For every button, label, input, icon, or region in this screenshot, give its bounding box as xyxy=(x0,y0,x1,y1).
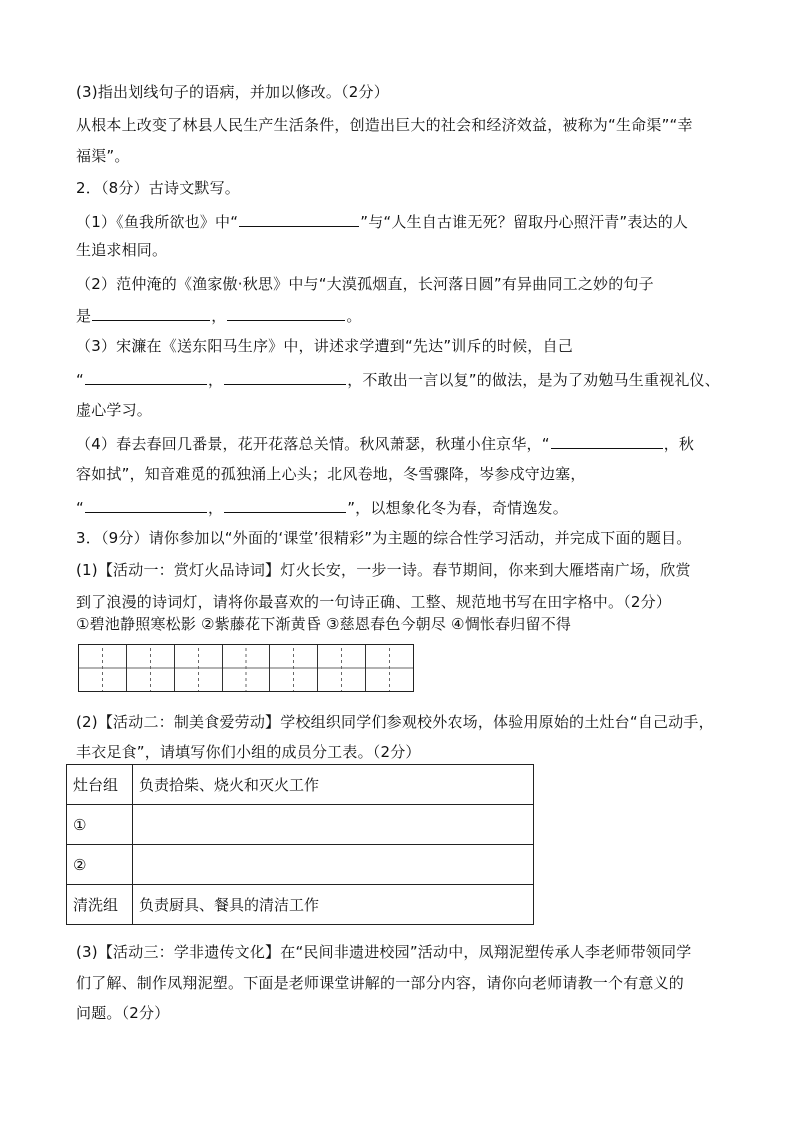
duty-cell: 负责厨具、餐具的清洁工作 xyxy=(133,885,534,925)
answer-blank[interactable] xyxy=(551,432,663,449)
question-3-heading: 3．（9分）请你参加以“外面的‘课堂’很精彩”为主题的综合性学习活动，并完成下面的题目。 xyxy=(76,529,692,547)
q2-item-2-blanks xyxy=(76,304,362,326)
question-1-3-prompt: (3)指出划线句子的语病，并加以修改。（2分） xyxy=(76,83,389,101)
q2-item-1-text-a: （1）《鱼我所欲也》中“ xyxy=(76,213,239,231)
answer-blank[interactable] xyxy=(224,496,346,513)
table-row xyxy=(67,845,534,885)
activity-3-text-end: 问题。（2分） xyxy=(76,1004,170,1022)
q2-item-4 xyxy=(76,432,694,454)
group-cell: 清洗组 xyxy=(67,885,133,925)
q2-item-4-text-b: ，秋 xyxy=(663,435,695,453)
grid-cell[interactable] xyxy=(127,645,175,691)
q2-item-4-text-a: （4）春去春回几番景，花开花落总关情。秋风萧瑟，秋瑾小住京华，“ xyxy=(76,435,550,453)
activity-2-text-cont: 丰衣足食”，请填写你们小组的成员分工表。（2分） xyxy=(76,743,421,761)
duty-cell[interactable] xyxy=(133,805,534,845)
table-row xyxy=(67,885,534,925)
q2-item-2: （2）范仲淹的《渔家傲·秋思》中与“大漠孤烟直，长河落日圆”有异曲同工之妙的句子 xyxy=(76,275,654,293)
grid-cell[interactable] xyxy=(366,645,413,691)
activity-2-text: (2)【活动二：制美食爱劳动】学校组织同学们参观校外农场，体验用原始的土灶台“自己动手， xyxy=(76,713,714,731)
group-cell: 灶台组 xyxy=(67,765,133,805)
grid-cell[interactable] xyxy=(223,645,271,691)
q2-item-3: （3）宋濂在《送东阳马生序》中，讲述求学遭到“先达”训斥的时候，自己 xyxy=(76,337,573,355)
underlined-sentence-end: 福渠”。 xyxy=(76,147,130,165)
q2-item-2-text-c: 。 xyxy=(346,307,362,325)
q2-item-1-text-b: ”与“人生自古谁无死？留取丹心照汗青”表达的人 xyxy=(360,213,689,231)
grid-cell[interactable] xyxy=(270,645,318,691)
q2-item-3-text-b: ， xyxy=(207,371,224,389)
activity-3-text-cont: 们了解、制作凤翔泥塑。下面是老师课堂讲解的一部分内容，请你向老师请教一个有意义的 xyxy=(76,974,685,992)
grid-cell[interactable] xyxy=(175,645,223,691)
answer-blank[interactable] xyxy=(85,368,207,385)
q2-item-3-text-a: “ xyxy=(76,371,84,389)
answer-blank[interactable] xyxy=(92,304,210,321)
underlined-sentence: 从根本上改变了林县人民生产生活条件，创造出巨大的社会和经济效益，被称为“生命渠”“幸 xyxy=(76,116,693,134)
q2-item-3-text-c: ，不敢出一言以复”的做法，是为了劝勉马生重视礼仪、 xyxy=(347,371,720,389)
q2-item-4-blanks xyxy=(76,496,568,518)
poem-options: ①碧池静照寒松影 ②紫藤花下渐黄昏 ③慈恩春色今朝尽 ④惆怅春归留不得 xyxy=(76,615,572,633)
q2-item-2-text-b: ， xyxy=(211,307,227,325)
table-row xyxy=(67,765,534,805)
q2-item-4-cont: 容如拭”，知音难觅的孤独涌上心头；北风卷地，冬雪骤降，岑参戍守边塞， xyxy=(76,465,586,483)
q2-item-4-text-d: ， xyxy=(207,499,224,517)
question-2-heading: 2．（8分）古诗文默写。 xyxy=(76,179,240,197)
answer-blank[interactable] xyxy=(239,210,359,227)
group-cell[interactable]: ① xyxy=(67,805,133,845)
q2-item-3-blanks xyxy=(76,368,720,390)
tianzige-writing-grid[interactable] xyxy=(78,644,414,692)
division-of-labor-table xyxy=(66,764,534,925)
q2-item-4-text-e: ”，以想象化冬为春，奇情逸发。 xyxy=(347,499,568,517)
activity-1-text-cont: 到了浪漫的诗词灯，请将你最喜欢的一句诗正确、工整、规范地书写在田字格中。（2分） xyxy=(76,593,672,611)
duty-cell[interactable] xyxy=(133,845,534,885)
answer-blank[interactable] xyxy=(227,304,345,321)
activity-1-text: (1)【活动一：赏灯火品诗词】灯火长安，一步一诗。春节期间，你来到大雁塔南广场，欣赏 xyxy=(76,561,691,579)
q2-item-1 xyxy=(76,210,688,232)
duty-cell: 负责拾柴、烧火和灭火工作 xyxy=(133,765,534,805)
q2-item-3-cont: 虚心学习。 xyxy=(76,401,153,419)
answer-blank[interactable] xyxy=(224,368,346,385)
group-cell[interactable]: ② xyxy=(67,845,133,885)
grid-cell[interactable] xyxy=(318,645,366,691)
q2-item-4-text-c: “ xyxy=(76,499,84,517)
q2-item-1-cont: 生追求相同。 xyxy=(76,241,168,259)
answer-blank[interactable] xyxy=(85,496,207,513)
grid-cell[interactable] xyxy=(79,645,127,691)
q2-item-2-text-a: 是 xyxy=(76,307,92,325)
activity-3-text: (3)【活动三：学非遗传文化】在“民间非遗进校园”活动中，凤翔泥塑传承人李老师带领同学 xyxy=(76,943,692,961)
table-row xyxy=(67,805,534,845)
